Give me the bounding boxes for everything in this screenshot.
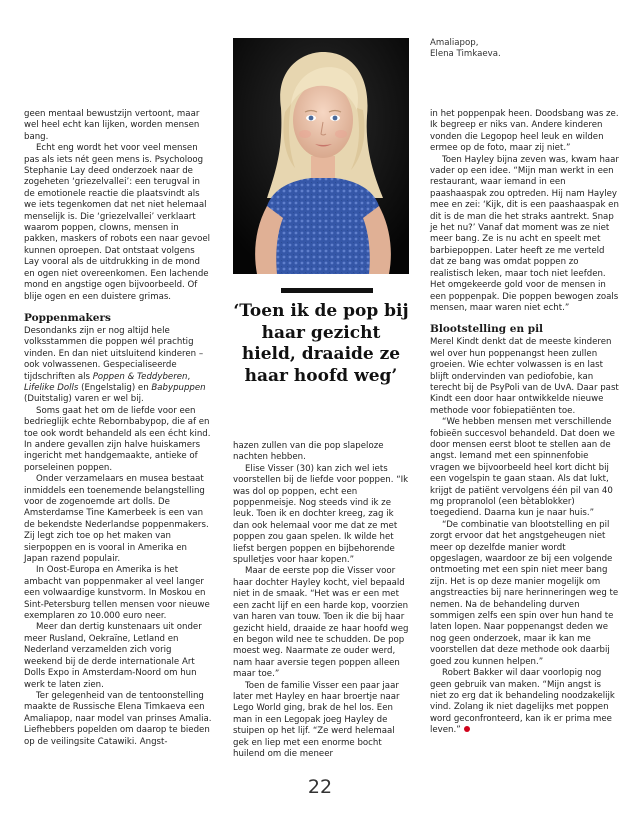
section-heading-blootstelling: Blootstelling en pil	[430, 323, 544, 336]
caption-line: Amaliapop,	[430, 38, 479, 48]
paragraph: In Oost-Europa en Amerika is het ambacht van poppenmaker al veel langer een volwaardige kunstvorm. In Moskou en Sint-Petersburg tellen mensen voor nieuwe exemplaren zo 10.000 euro neer.	[24, 565, 210, 622]
paragraph: geen mentaal bewustzijn vertoont, maar wel heel echt kan lijken, worden mensen bang.	[24, 109, 200, 142]
article-column-3	[430, 109, 620, 737]
photo-caption	[430, 38, 610, 60]
article-column-1	[24, 109, 212, 748]
paragraph: Toen de familie Visser een paar jaar later met Hayley en haar broertje naar Lego World ging, brak de hel los. Een man in een Legopak joeg Hayley de stuipen op het lijf. “Ze werd helemaal gek en liep met een enorme bocht huilend om die meneer	[233, 680, 400, 759]
section-heading-poppenmakers: Poppenmakers	[24, 311, 111, 324]
text-segment: Desondanks zijn er nog altijd hele volksstammen die poppen wél prachtig vinden. En dan niet uitsluitend kinderen –ook volwassenen. Gespecialiseerde tijdschriften als	[24, 325, 204, 382]
doll-photo	[233, 38, 409, 274]
paragraph: Soms gaat het om de liefde voor een bedrieglijk echte Rebornbabypop, die af en toe ook wordt behandeld als een écht kind. In andere gevallen zijn halve huiskamers ingericht met handgemaakte, antieke of porseleinen poppen.	[24, 405, 211, 473]
paragraph: Meer dan dertig kunstenaars uit onder meer Rusland, Oekraïne, Letland en Nederland verzamelden zich vorig weekend bij de derde internationale Art Dolls Expo in Amsterdam-Noord om hun werk te laten zien.	[24, 622, 202, 690]
paragraph: Toen Hayley bijna zeven was, kwam haar vader op een idee. “Mijn man werkt in een restaurant, waar iemand in een paashaaspak zou optreden. Hij nam Hayley mee en zei: ‘Kijk, dit is een paashaaspak en dit is de man die het straks aantrekt. Snap je het nu?’ Vanaf dat moment was ze niet meer bang. Ze is nu acht en speelt met barbiepoppen. Later heeft ze me verteld dat ze bang was omdat poppen zo realistisch leken, maar toch niet leefden. Het omgekeerde gold voor de mensen in een poppenpak. Die poppen bewogen zoals mensen, maar waren niet echt.”	[430, 154, 619, 313]
pull-quote: ‘Toen ik de pop bij haar gezicht hield, draaide ze haar hoofd weg’	[233, 301, 409, 386]
end-mark-icon	[464, 726, 470, 732]
magazine-title: Lifelike Dolls	[24, 382, 79, 393]
paragraph: Maar de eerste pop die Visser voor haar dochter Hayley kocht, viel bepaald niet in de smaak. “Het was er een met een zacht lijf en een harde kop, voorzien van haren van touw. Toen ik die bij haar gezicht hield, draaide ze haar hoofd weg en begon wild nee te schudden. De pop moest weg. Naarmate ze ouder werd, nam haar aversie tegen poppen alleen maar toe.”	[233, 566, 409, 680]
paragraph: hazen zullen van die pop slapeloze nachten hebben.	[233, 441, 384, 463]
doll-illustration	[233, 38, 409, 274]
paragraph	[430, 668, 620, 736]
magazine-title: Babypuppen	[151, 382, 206, 393]
text-segment: (Engelstalig) en	[78, 382, 152, 393]
paragraph: Onder verzamelaars en musea bestaat inmiddels een toenemende belangstelling voor de zogenoemde art dolls. De Amsterdamse Tine Kamerbeek is een van de bekendste Nederlandse poppenmakers. Zij legt zich toe op het maken van sierpoppen en is vooral in Amerika en Japan razend populair.	[24, 474, 209, 565]
page-number: 22	[307, 776, 333, 798]
pull-quote-bar	[281, 288, 373, 293]
text-segment: Robert Bakker wil daar voorlopig nog geen gebruik van maken. “Mijn angst is niet zo erg dat ik behandeling noodzakelijk vind. Zolang ik niet dagelijks met poppen word geconfronteerd, kan ik er prima mee leven.”	[430, 668, 615, 736]
paragraph: in het poppenpak heen. Doodsbang was ze. Ik begreep er niks van. Andere kinderen vonden die Legopop heel leuk en wilden ermee op de foto, maar zij niet.”	[430, 109, 619, 154]
magazine-title: Poppen & Teddyberen	[92, 371, 188, 382]
article-column-2	[233, 441, 409, 760]
paragraph: Ter gelegenheid van de tentoonstelling maakte de Russische Elena Timkaeva een Amaliapop, naar model van prinses Amalia. Liefhebbers popelden om daarop te bieden op de veilingsite Catawiki. Angst-	[24, 690, 212, 747]
paragraph: “De combinatie van blootstelling en pil zorgt ervoor dat het angstgeheugen niet meer op dezelfde manier wordt opgeslagen, waardoor ze bij een volgende ontmoeting met een spin niet meer bang zijn. Het is op deze manier mogelijk om angstreacties bij nare herinneringen weg te nemen. Na de behandeling durven sommigen zelfs een spin over hun hand te laten lopen. Naar poppenangst deden we nog geen onderzoek, maar ik kan me voorstellen dat deze methode ook daarbij goed zou kunnen helpen.”	[430, 519, 619, 667]
caption-line: Elena Timkaeva.	[430, 49, 501, 59]
paragraph	[24, 326, 212, 406]
text-segment: (Duitstalig) varen er wel bij.	[24, 394, 144, 405]
paragraph: Echt eng wordt het voor veel mensen pas als iets nét geen mens is. Psycholoog Stephanie Lay deed onderzoek naar de zogeheten ‘griezelvallei’: een terugval in de emotionele reactie die plaatsvindt als we iets tegenkomen dat net niet helemaal menselijk is. Die ‘griezelvallei’ verklaart waarom poppen, clowns, mensen in pakken, maskers of robots een naar gevoel kunnen oproepen. Dat ontstaat volgens Lay vooral als de uitdrukking in de mond en ogen niet overeenkomen. Een lachende mond en angstige ogen bijvoorbeeld. Of blije ogen en een duistere grimas.	[24, 143, 211, 302]
paragraph: Elise Visser (30) kan zich wel iets voorstellen bij de liefde voor poppen. “Ik was dol op poppen, echt een poppenmeisje. Nog steeds vind ik ze leuk. Toen ik en dochter kreeg, zag ik dan ook helemaal voor me dat ze met poppen zou gaan spelen. Ik wilde het liefst bergen poppen en bijbehorende spulletjes voor haar kopen.”	[233, 463, 409, 566]
paragraph: Merel Kindt denkt dat de meeste kinderen wel over hun poppenangst heen zullen groeien. Wie echter volwassen is en last blijft ondervinden van pediofobie, kan terecht bij de PsyPoli van de UvA. Daar past Kindt een door haar ontwikkelde nieuwe methode voor fobiepatiënten toe.	[430, 337, 619, 416]
text-segment: ,	[187, 371, 191, 382]
paragraph: “We hebben mensen met verschillende fobieën succesvol behandeld. Dat doen we door mensen eerst bloot te stellen aan de angst. Iemand met een spinnenfobie vragen we bijvoorbeeld heel kort dicht bij een vogelspin te gaan staan. Als dat lukt, krijgt de patiënt vervolgens één pil van 40 mg propranolol (een bètablokker) toegediend. Daarna kun je naar huis.”	[430, 417, 615, 519]
